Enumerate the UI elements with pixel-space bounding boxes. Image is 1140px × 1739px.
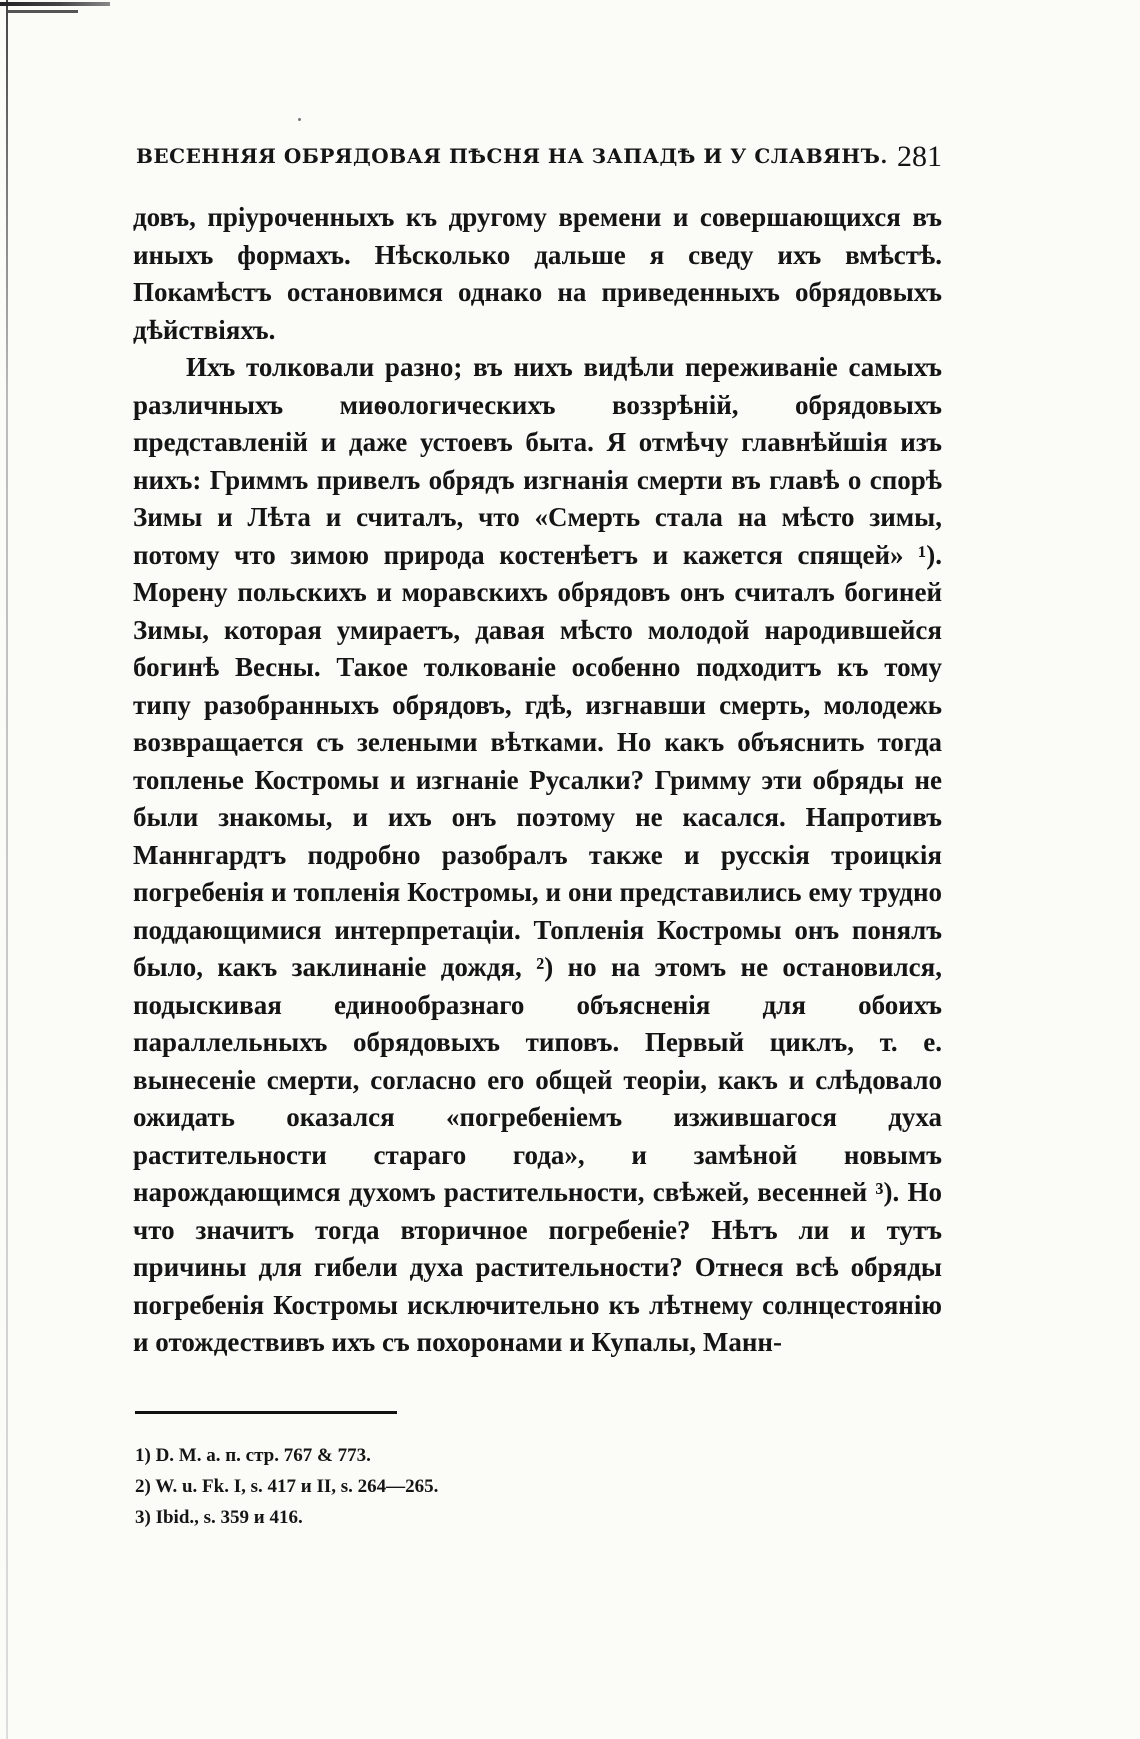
scan-artifact [8, 10, 78, 13]
running-title: ВЕСЕННЯЯ ОБРЯДОВАЯ ПѢСНЯ НА ЗАПАДѢ И У СЛАВЯНЪ. [136, 144, 888, 168]
footnote-3: 3) Ibid., s. 359 и 416. [135, 1507, 303, 1528]
footnotes [135, 1440, 835, 1533]
ink-speck [298, 118, 301, 121]
page-number: 281 [897, 140, 942, 173]
footnote-rule [135, 1411, 397, 1414]
paragraph-continued: довъ, пріуроченныхъ къ другому времени и совершающихся въ иныхъ формахъ. Нѣсколько дальше я сведу ихъ вмѣстѣ. Покамѣстъ остановимся однако на приведенныхъ обрядовыхъ дѣйствіяхъ. [133, 202, 942, 345]
main-text [133, 199, 942, 1362]
footnote-1: 1) D. M. a. п. стр. 767 & 773. [135, 1445, 371, 1466]
scan-artifact [0, 2, 110, 6]
page-header [136, 140, 942, 180]
footnote-2: 2) W. u. Fk. I, s. 417 и II, s. 264—265. [135, 1476, 439, 1497]
page-edge-shadow [6, 0, 8, 1739]
paragraph: Ихъ толковали разно; въ нихъ видѣли переживаніе самыхъ различныхъ миѳологическихъ воззрѣній, обрядовыхъ представленій и даже устоевъ быта. Я отмѣчу главнѣйшія изъ нихъ: Гриммъ привелъ обрядъ изгнанія смерти въ главѣ о спорѣ Зимы и Лѣта и считалъ, что «Смерть стала на мѣсто зимы, потому что зимою природа костенѣетъ и кажется спящей» ¹). Морену польскихъ и моравскихъ обрядовъ онъ считалъ богиней Зимы, которая умираетъ, давая мѣсто молодой народившейся богинѣ Весны. Такое толкованіе особенно подходитъ къ тому типу разобранныхъ обрядовъ, гдѣ, изгнавши смерть, молодежь возвращается съ зелеными вѣтками. Но какъ объяснить тогда топленье Костромы и изгнаніе Русалки? Гримму эти обряды не были знакомы, и ихъ онъ поэтому не касался. Напротивъ Маннгардтъ подробно разобралъ также и русскія троицкія погребенія и топленія Костромы, и они представились ему трудно поддающимися интерпретаціи. Топленія Костромы онъ понялъ было, какъ заклинаніе дождя, ²) но на этомъ не остановился, подыскивая единообразнаго объясненія для обоихъ параллельныхъ обрядовыхъ типовъ. Первый циклъ, т. е. вынесеніе смерти, согласно его общей теоріи, какъ и слѣдовало ожидать оказался «погребеніемъ изжившагося духа растительности стараго года», и замѣной новымъ нарождающимся духомъ растительности, свѣжей, весенней ³). Но что значитъ тогда вторичное погребеніе? Нѣтъ ли и тутъ причины для гибели духа растительности? Отнеся всѣ обряды погребенія Костромы исключительно къ лѣтнему солнцестоянію и отождествивъ ихъ съ похоронами и Купалы, Манн- [133, 352, 942, 1357]
